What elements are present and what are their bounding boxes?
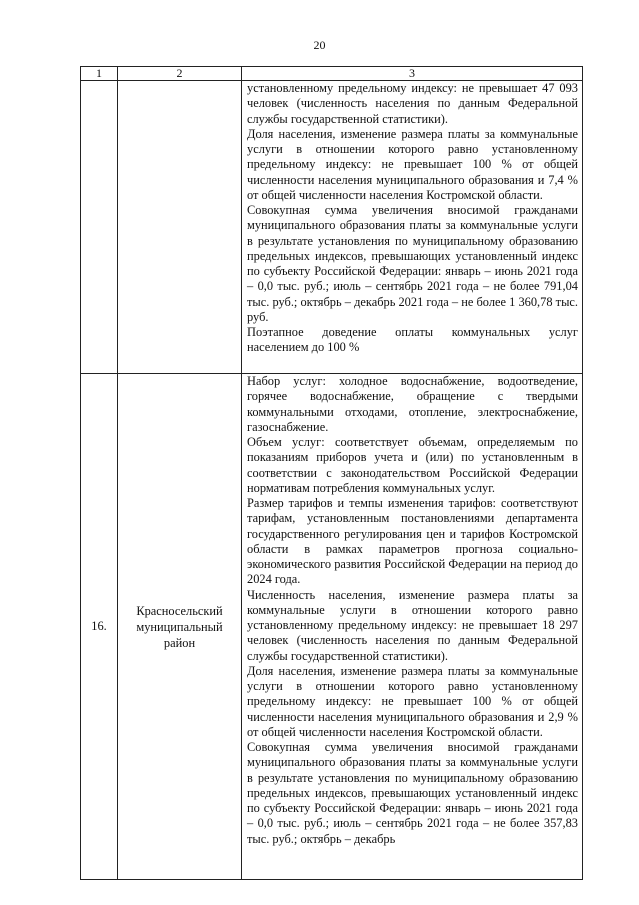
row-content xyxy=(242,81,583,374)
paragraph: Доля населения, изменение размера платы за коммунальные услуги в отношении которого равно установленному предельному индексу: не превышает 100 % от общей численности населения муниципального образования и 7,4 % от общей численности населения Костромской области. xyxy=(247,126,578,202)
table-row xyxy=(81,81,583,374)
header-col-3: 3 xyxy=(242,67,583,81)
paragraph: Поэтапное доведение оплаты коммунальных услуг населением до 100 % xyxy=(247,325,578,355)
district-name xyxy=(118,81,242,374)
page-number: 20 xyxy=(313,38,326,52)
header-col-2: 2 xyxy=(118,67,242,81)
row-content xyxy=(242,374,583,880)
paragraph: Объем услуг: соответствует объемам, определяемым по показаниям приборов учета и (или) по установленным в соответствии с законодательством Российской Федерации нормативам потребления коммунальных услуг. xyxy=(247,435,578,495)
paragraph: Численность населения, изменение размера платы за коммунальные услуги в отношении которого равно установленному предельному индексу: не превышает 18 297 человек (численность населения по данным Федеральной службы государственной статистики). xyxy=(247,587,578,663)
tariff-table xyxy=(80,66,583,880)
table-header-row xyxy=(81,67,583,81)
paragraph: Размер тарифов и темпы изменения тарифов: соответствуют тарифам, установленным постановлениями департамента государственного регулирования цен и тарифов Костромской области в рамках параметров прогноза социально-экономического развития Российской Федерации на период до 2024 года. xyxy=(247,496,578,587)
paragraph: установленному предельному индексу: не превышает 47 093 человек (численность населения по данным Федеральной службы государственной статистики). xyxy=(247,81,578,126)
table-row xyxy=(81,374,583,880)
paragraph: Доля населения, изменение размера платы за коммунальные услуги в отношении которого равно установленному предельному индексу: не превышает 100 % от общей численности населения муниципального образования и 2,9 % от общей численности населения Костромской области. xyxy=(247,663,578,739)
row-number: 16. xyxy=(81,374,118,880)
paragraph: Совокупная сумма увеличения вносимой гражданами муниципального образования платы за коммунальные услуги в результате установления по муниципальному образованию предельных индексов, превышающих установленный индекс по субъекту Российской Федерации: январь – июнь 2021 года – 0,0 тыс. руб.; июль – сентябрь 2021 года – не более 357,83 тыс. руб.; октябрь – декабрь xyxy=(247,740,578,846)
paragraph: Совокупная сумма увеличения вносимой гражданами муниципального образования платы за коммунальные услуги в результате установления по муниципальному образованию предельных индексов, превышающих установленный индекс по субъекту Российской Федерации: январь – июнь 2021 года – 0,0 тыс. руб.; июль – сентябрь 2021 года – не более 791,04 тыс. руб.; октябрь – декабрь 2021 года – не более 1 360,78 тыс. руб. xyxy=(247,203,578,324)
row-number xyxy=(81,81,118,374)
paragraph: Набор услуг: холодное водоснабжение, водоотведение, горячее водоснабжение, обращение с твердыми коммунальными отходами, отопление, электроснабжение, газоснабжение. xyxy=(247,374,578,434)
district-name: Красносельский муниципальный район xyxy=(118,374,242,880)
header-col-1: 1 xyxy=(81,67,118,81)
